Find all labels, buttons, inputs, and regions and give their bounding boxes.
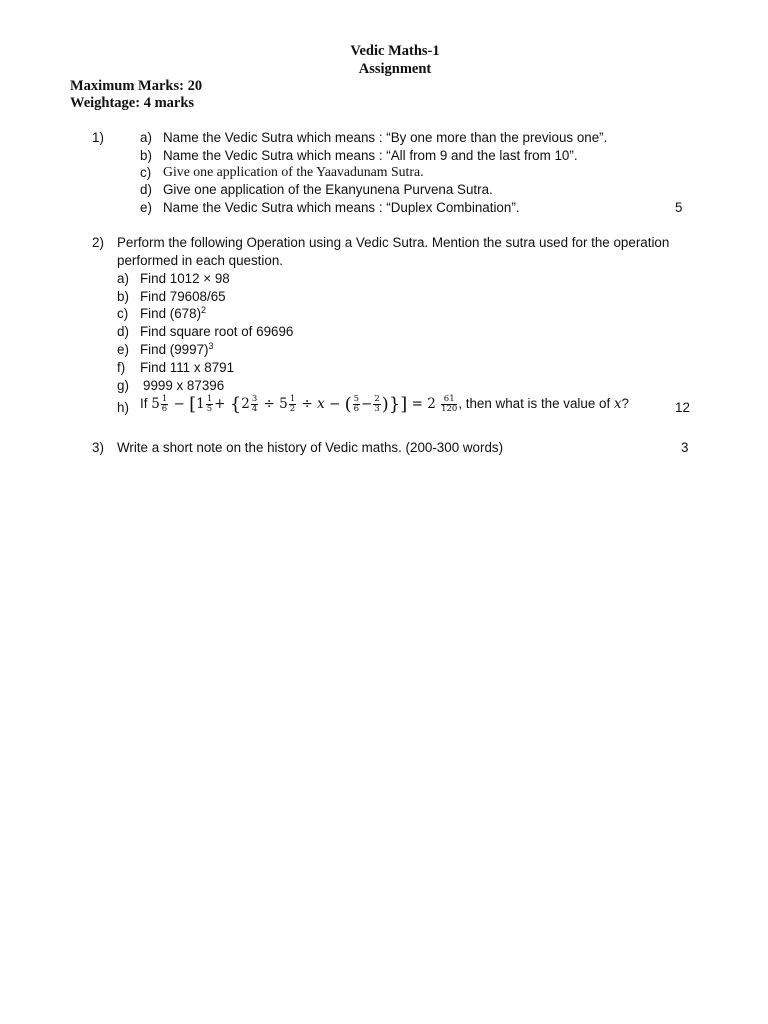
q2-item-c — [140, 306, 206, 321]
q1-item-a-text: Name the Vedic Sutra which means : “By one more than the previous one”. — [163, 130, 608, 145]
question-3-number: 3) — [92, 440, 104, 455]
q2-item-a-label: a) — [117, 271, 129, 286]
eq-variable: x — [317, 396, 325, 412]
document-title: Vedic Maths-1 — [350, 43, 440, 59]
q2-item-d-text: Find square root of 69696 — [140, 324, 294, 339]
q1-item-b-text: Name the Vedic Sutra which means : “All from 9 and the last from 10”. — [163, 148, 578, 163]
eq-term-c-fraction: $\frac{3}{4}$ — [251, 394, 258, 414]
q2-item-h-suffix: , then what is the value of — [458, 396, 611, 411]
eq-term-b-whole: 1 — [196, 396, 205, 412]
q2-item-e-label: e) — [117, 342, 129, 357]
eq-term-f-fraction: $\frac{2}{3}$ — [374, 394, 380, 414]
q2-item-a-text: Find 1012 × 98 — [140, 271, 230, 286]
q2-intro-line2: performed in each question. — [117, 253, 283, 268]
q2-item-g-text: 9999 x 87396 — [143, 378, 225, 393]
q3-text: Write a short note on the history of Vedic maths. (200-300 words) — [117, 440, 504, 455]
q2-item-g-label: g) — [117, 378, 129, 393]
q1-item-e-text: Name the Vedic Sutra which means : “Duplex Combination”. — [163, 200, 520, 215]
question-2-number: 2) — [92, 235, 104, 250]
eq-term-a-fraction: $\frac{1}{6}$ — [161, 394, 168, 414]
q2-item-h-label: h) — [117, 400, 129, 415]
q1-item-a-label: a) — [140, 130, 152, 145]
q2-item-c-label: c) — [117, 306, 129, 321]
q2-item-c-text: Find (678) — [140, 306, 202, 321]
q2-item-h-equation — [140, 394, 629, 415]
equation: 5 $\frac{1}{6}$ − [1 $\frac{1}{5}$ + {2 $\frac{3}{4}$ ÷ 5 $\frac{1}{2}$ ÷ x − ( $\frac{5}{6}$ − $\frac{2}{3}$ )}] = 2 $\frac{61}{120}$ — [151, 394, 458, 415]
eq-term-b-fraction: $\frac{1}{5}$ — [206, 394, 213, 414]
question-1-number: 1) — [92, 130, 104, 145]
q2-item-b-label: b) — [117, 289, 129, 304]
q2-intro-line1: Perform the following Operation using a Vedic Sutra. Mention the sutra used for the operation — [117, 235, 670, 250]
q1-item-d-text: Give one application of the Ekanyunena Purvena Sutra. — [163, 182, 493, 197]
q2-item-d-label: d) — [117, 324, 129, 339]
eq-term-d-whole: 5 — [279, 396, 288, 412]
q2-item-f-label: f) — [117, 360, 126, 375]
q2-item-e-text: Find (9997) — [140, 342, 209, 357]
maximum-marks: Maximum Marks: 20 — [70, 78, 203, 94]
q2-item-h-prefix: If — [140, 396, 148, 411]
eq-term-a-whole: 5 — [151, 396, 160, 412]
q1-item-c-text: Give one application of the Yaavadunam Sutra. — [163, 164, 424, 179]
q1-item-c-label: c) — [140, 165, 152, 180]
eq-term-c-whole: 2 — [241, 396, 250, 412]
q2-item-b-text: Find 79608/65 — [140, 289, 226, 304]
eq-result-fraction: $\frac{61}{120}$ — [441, 394, 458, 414]
q1-item-b-label: b) — [140, 148, 152, 163]
q3-marks: 3 — [681, 440, 689, 455]
document-subtitle: Assignment — [358, 61, 432, 77]
q2-item-e — [140, 342, 214, 357]
q2-item-c-exponent: 2 — [201, 305, 207, 315]
eq-term-d-fraction: $\frac{1}{2}$ — [289, 394, 296, 414]
q1-item-d-label: d) — [140, 182, 152, 197]
q2-item-f-text: Find 111 x 8791 — [140, 360, 235, 375]
q2-item-h-qmark: ? — [621, 396, 629, 411]
weightage: Weightage: 4 marks — [70, 95, 195, 111]
eq-term-e-fraction: $\frac{5}{6}$ — [353, 394, 360, 414]
q1-item-e-label: e) — [140, 200, 152, 215]
q1-marks: 5 — [675, 200, 683, 215]
q2-item-h-variable: x — [613, 396, 622, 412]
q2-item-e-exponent: 3 — [208, 341, 214, 351]
eq-result-whole: 2 — [427, 396, 436, 412]
q2-marks: 12 — [675, 400, 690, 415]
